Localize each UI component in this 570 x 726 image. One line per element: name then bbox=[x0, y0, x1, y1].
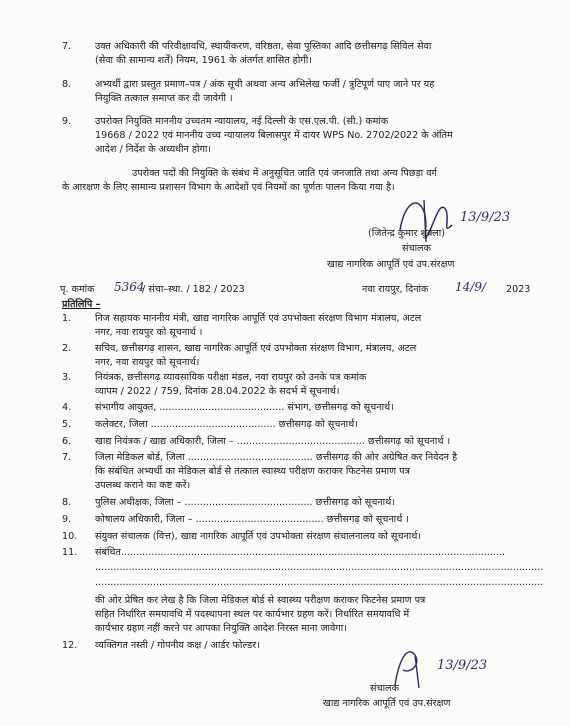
signatory-office: खाद्य नागरिक आपूर्ति एवं उप.संरक्षण bbox=[327, 259, 455, 270]
memo-place-date: नवा रायपुर, दिनांक bbox=[362, 284, 429, 295]
handwritten-date: 13/9/23 bbox=[460, 210, 511, 225]
item-line: व्यापम / 2022 / 759, दिनांक 28.04.2022 के सदर्भ में सूचनार्थ। bbox=[95, 386, 340, 397]
signatory-designation: संचालक bbox=[402, 243, 431, 254]
item-line: नगर, नवा रायपुर को सूचनार्थ । bbox=[95, 327, 203, 338]
item-line: उक्त अधिकारी की परिवीक्षावधि, स्थायीकरण, वरिष्ठता, सेवा पुस्तिका आदि छत्तीसगढ़ सिविल सेवा bbox=[95, 41, 432, 52]
signatory-designation: संचालक bbox=[370, 683, 399, 694]
memo-year: 2023 bbox=[506, 284, 531, 295]
item-line: अभ्यर्थी द्वारा प्रस्तुत प्रमाण–पत्र / अंक सूची अथवा अन्य अभिलेख फर्जी / त्रुटिपूर्ण पाए जाने पर यह bbox=[95, 79, 435, 90]
item-line: 19668 / 2022 एवं माननीय उच्च न्यायालय बिलासपुर में दायर WPS No. 2702/2022 के अंतिम bbox=[95, 130, 453, 141]
item-number: 9. bbox=[62, 116, 72, 127]
item-line: ................................................................................................................................................... bbox=[95, 577, 544, 588]
item-line: कलेक्टर, जिला ......................................... छत्तीसगढ़ को सूचनार्थ। bbox=[95, 419, 358, 430]
item-number: 7. bbox=[62, 452, 72, 463]
item-line: नियंत्रक, छत्तीसगढ़ व्यावसायिक परीक्षा मंडल, नवा रायपुर को उनके पत्र कमांक bbox=[95, 372, 367, 383]
memo-date-handwritten: 14/9/ bbox=[455, 280, 486, 294]
item-number: 8. bbox=[62, 79, 72, 90]
item-line: आदेश / निर्देश के अध्यधीन होगा। bbox=[95, 144, 212, 155]
item-line: कोषालय अधिकारी, जिला – .......................................... छत्तीसगढ़ को सूचनार्थ । bbox=[95, 514, 409, 525]
item-number: 10. bbox=[62, 531, 78, 542]
memo-number-handwritten: 5364 bbox=[114, 280, 145, 294]
item-line: संभागीय आयुक्त, ......................................... संभाग, छत्तीसगढ़ को सूचनार्थ। bbox=[95, 402, 394, 413]
item-line: नगर, नवा रायपुर को सूचनार्थ। bbox=[95, 357, 200, 368]
reservation-paragraph-line: उपरोक्त पदों की नियुक्ति के संबंध में अनुसूचित जाति एवं जनजाति तथा अन्य पिछड़ा वर्ग bbox=[132, 168, 437, 179]
item-number: 8. bbox=[62, 497, 72, 508]
item-number: 7. bbox=[62, 41, 72, 52]
signatory-name: (जितेन्द्र कुमार शुक्ला) bbox=[368, 228, 445, 239]
reservation-paragraph-line: के आरक्षण के लिए सामान्य प्रशासन विभाग के आदेशों एवं नियमों का पूर्णतः पालन किया गया है। bbox=[62, 182, 395, 193]
item-number: 9. bbox=[62, 514, 72, 525]
forward-paragraph-line: कार्यभार ग्रहण नहीं करने पर आपका नियुक्ति आदेश निरस्त माना जावेगा। bbox=[95, 623, 347, 634]
item-line: संबंधित.............................................................................................................................. bbox=[95, 547, 506, 558]
item-line: कि संबंधित अभ्यर्थी का मेडिकल बोर्ड से तत्काल स्वास्थ्य परीक्षण कराकर फिटनेस प्रमाण पत्र bbox=[95, 466, 410, 477]
item-line: जिला मेडिकल बोर्ड, जिला ......................................... छत्तीसगढ़ की ओर अग्रेषित कर निवेदन है bbox=[95, 452, 458, 463]
memo-suffix: / संचा–स्था. / 182 / 2023 bbox=[142, 284, 245, 295]
item-line: संयुक्त संचालक (वित्त), खाद्य नागरिक आपूर्ति एवं उपभोक्ता संरक्षण संचालनालय को सूचनार्थ। bbox=[95, 531, 422, 542]
item-number: 2. bbox=[62, 343, 72, 354]
item-number: 4. bbox=[62, 402, 72, 413]
item-number: 11. bbox=[62, 547, 78, 558]
item-line: निज सहायक माननीय मंत्री, खाद्य नागरिक आपूर्ति एवं उपभोक्ता संरक्षण विभाग मंत्रालय, अटल bbox=[95, 313, 422, 324]
copy-heading: प्रतिलिपि – bbox=[62, 299, 101, 310]
item-line: खाद्य नियंत्रक / खाद्य अधिकारी, जिला – .......................................... छत्तीसगढ़ को सूचनार्थ । bbox=[95, 436, 451, 447]
item-line: (सेवा की सामान्य शर्तें) नियम, 1961 के अंतर्गत शासित होगी। bbox=[95, 55, 312, 66]
forward-paragraph-line: की ओर प्रेषित कर लेख है कि जिला मेडिकल बोर्ड से स्वास्थ्य परीक्षण कराकर फिटनेस प्रमाण पत्र bbox=[95, 595, 426, 606]
item-line: उपलब्ध कराने का कष्ट करें। bbox=[95, 480, 191, 491]
memo-prefix: पृ. कमांक bbox=[60, 284, 95, 295]
item-number: 1. bbox=[62, 313, 72, 324]
item-line: सचिव, छत्तीसगढ़ शासन, खाद्य नागरिक आपूर्ति एवं उपभोक्ता संरक्षण विभाग, मंत्रालय, अटल bbox=[95, 343, 417, 354]
handwritten-date: 13/9/23 bbox=[437, 658, 488, 673]
item-number: 5. bbox=[62, 419, 72, 430]
item-number: 12. bbox=[62, 640, 78, 651]
item-line: व्यक्तिगत नस्ती / गोपनीय कक्ष / आर्डर फोल्डर। bbox=[95, 640, 260, 651]
item-line: नियुक्ति तत्काल समाप्त कर दी जावेगी । bbox=[95, 93, 233, 104]
item-number: 6. bbox=[62, 436, 72, 447]
item-line: पुलिस अधीक्षक, जिला – .......................................... छत्तीसगढ़ को सूचनार्थ। bbox=[95, 497, 395, 508]
item-number: 3. bbox=[62, 372, 72, 383]
item-line: उपरोक्त नियुक्ति माननीय उच्चतम न्यायालय, नई दिल्ली के एस.एल.पी. (सी.) कमांक bbox=[95, 116, 389, 127]
forward-paragraph-line: सहित निर्धारित समयावधि में पदस्थापना स्थल पर कार्यभार ग्रहण करें। निर्धारित समयावधि में bbox=[95, 609, 410, 620]
item-line: ................................................................................................................................................... bbox=[95, 562, 544, 573]
signatory-office: खाद्य नागरिक आपूर्ति एवं उप.संरक्षण bbox=[323, 698, 451, 709]
